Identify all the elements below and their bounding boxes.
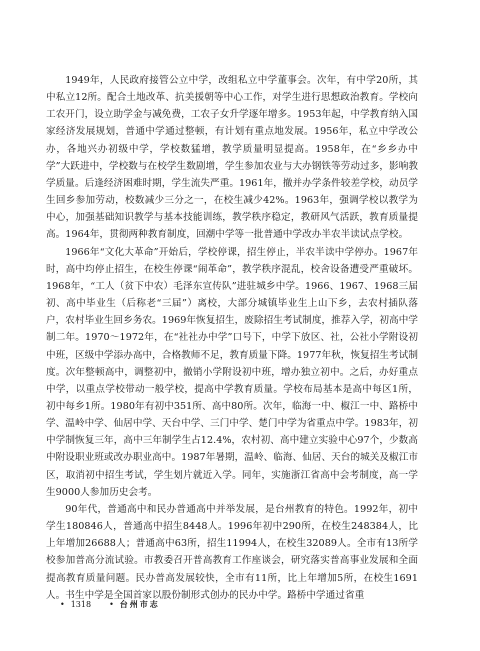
paragraph-1966: 1966年“文化大革命”开始后，学校停课，招生停止，半农半读中学停办。1967年时，高中均停止招生，在校生停课“闹革命”，教学秩序混乱，校舍设备遭受严重破坏。1968年，“工人（贫下中农）毛泽东宣传队”进驻城乡中学。1966、1967、1968三届初、高中毕业生（后称老“三届”）离校，大部分城镇毕业生上山下乡，去农村插队落户，农村毕业生回乡务农。1969年恢复招生，废除招生考试制度，推荐入学，初高中学制二年。1970～1972年，在“社社办中学”口号下，中学下放区、社，公社小学附设初中班，区级中学添办高中，合格教师不足，教育质量下降。1977年秋，恢复招生考试制度。次年整顿高中，调整初中，撤销小学附设初中班，增办独立初中。之后，办好重点中学，以重点学校带动一般学校，提高中学教育质量。学校布局基本是高中每区1所，初中每乡1所。1980年有初中351所、高中80所。次年，临海一中、椒江一中、路桥中学、温岭中学、仙居中学、天台中学、三门中学、楚门中学为省重点中学。1983年，初中学制恢复三年，高中三年制学生占12.4%，农村初、高中建立实验中心97个，少数高中附设职业班或改办职业高中。1987年暑期，温岭、临海、仙居、天台的城关及椒江市区，取消初中招生考试，学生划片就近入学。同年，实施浙江省高中会考制度，高一学生9000人参加历史会考。	[46, 246, 418, 498]
paragraph-90s: 90年代，普通高中和民办普通高中并举发展，是台州教育的特色。1992年，初中学生180846人，普通高中招生8448人。1996年初中290所，在校生248384人，比上年增加26688人；普通高中63所，招生11994人，在校生32089人。全市有13所学校参加普高分流试验。市教委召开普高教育工作座谈会，研究落实普高事业发展和全面提高教育质量问题。民办普高发展较快，全市有11所，比上年增加5所，在校生1691人。书生中学是全国首家以股份制形式创办的民办中学。路桥中学通过省重	[46, 503, 418, 601]
book-title: 台州市志	[119, 599, 160, 609]
page-footer	[60, 599, 160, 610]
body-text	[46, 72, 418, 604]
paragraph-1949: 1949年，人民政府接管公立中学，改组私立中学董事会。次年，有中学20所，其中私立12所。配合土地改革、抗美援朝等中心工作，对学生进行思想政治教育。学校向工农开门，设立助学金与减免费，工农子女升学逐年增多。1953年起，中学教育纳入国家经济发展规划，普通中学通过整顿，有计划有重点地发展。1956年，私立中学改公办，各地兴办初级中学，学校数猛增，教学质量明显提高。1958年，在“乡乡办中学”大跃进中，学校数与在校学生数剧增，学生参加农业与大办钢铁等劳动过多，影响教学质量。后逢经济困难时期，学生流失严重。1961年，撤并办学条件较差学校，动员学生回乡参加劳动，校数减少三分之一，在校生减少42%。1963年，强调学校以教学为中心，加强基础知识教学与基本技能训练，教学秩序稳定，教研风气活跃，教育质量提高。1964年，贯彻两种教育制度，回潮中学等一批普通中学改办半农半读试点学校。	[46, 75, 418, 241]
page-number: 1318	[70, 600, 92, 609]
footer-bullet-2: •	[109, 600, 114, 609]
footer-bullet: •	[60, 600, 65, 609]
